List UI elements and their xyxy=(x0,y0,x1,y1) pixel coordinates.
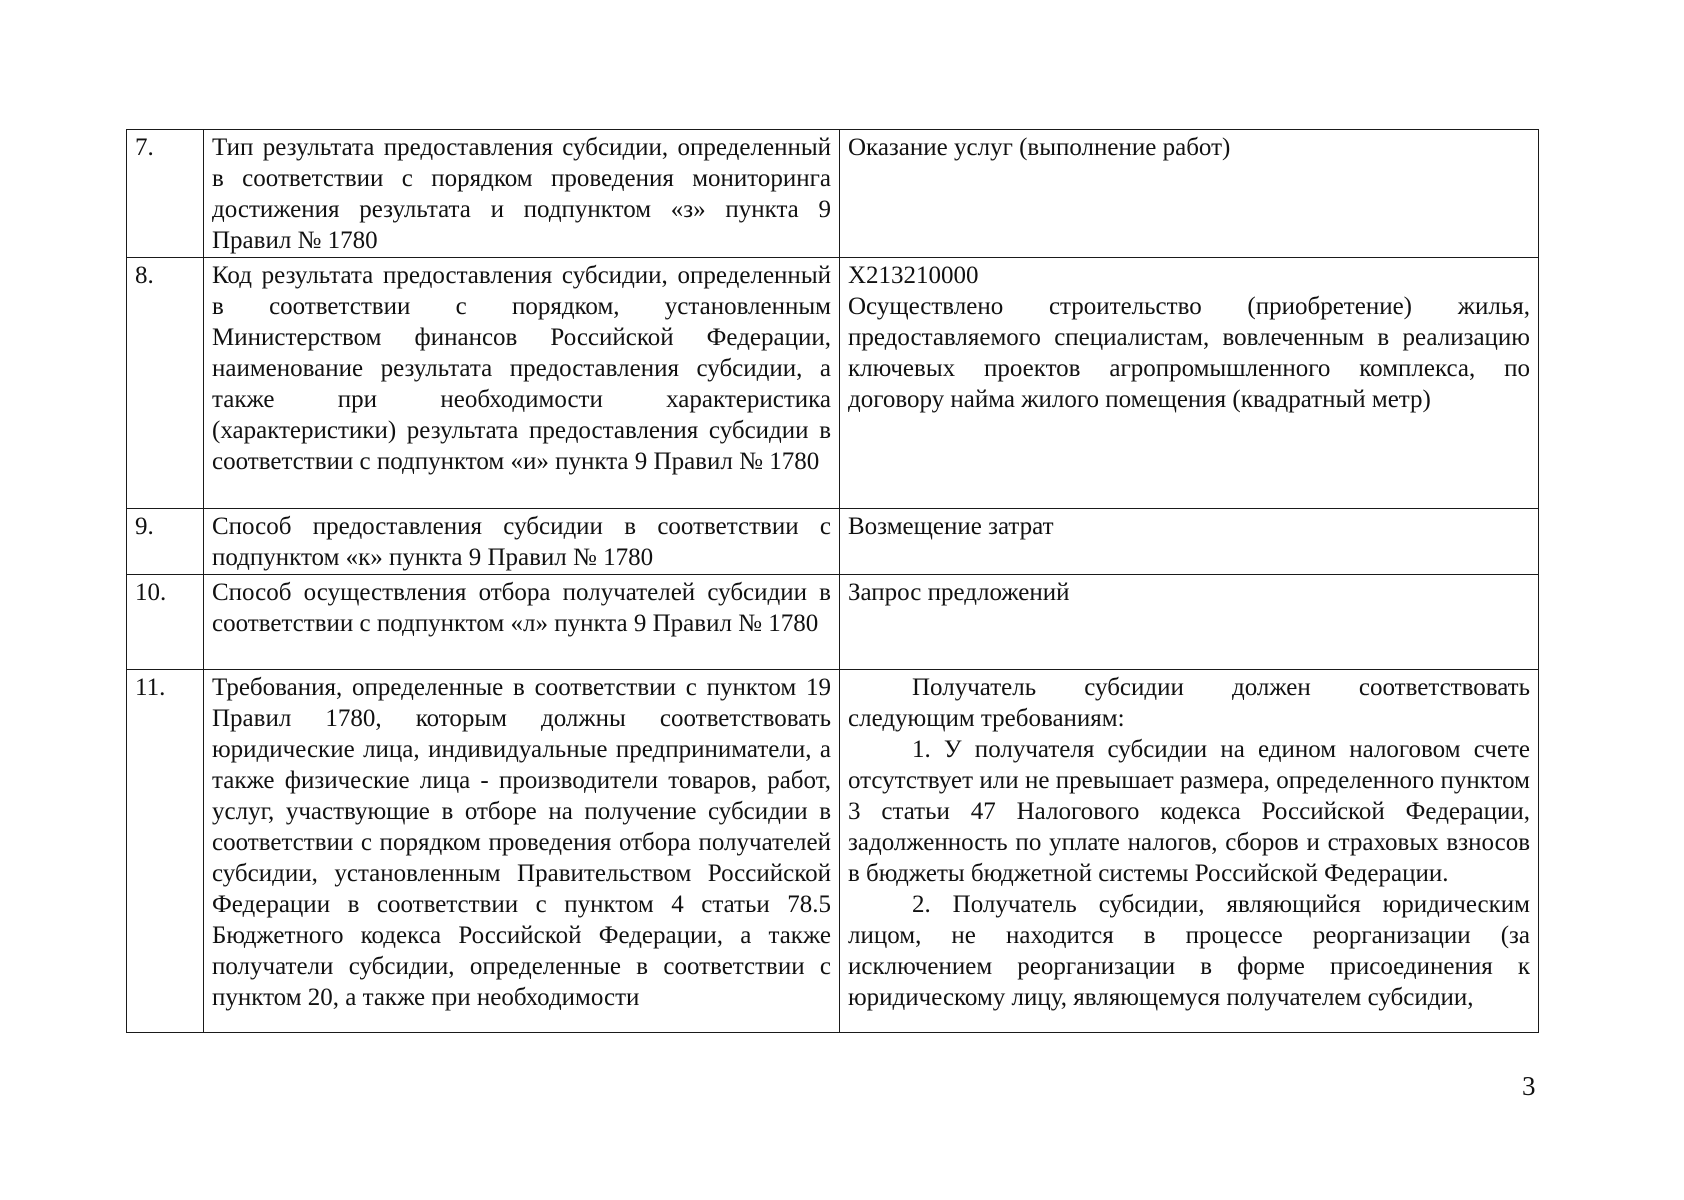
requirement-text-wrapper xyxy=(212,672,831,1013)
table-row xyxy=(127,509,1539,575)
value-cell xyxy=(840,258,1539,509)
subsidy-parameters-table xyxy=(126,129,1539,1033)
value-text: Запрос предложений xyxy=(848,579,1070,606)
value-cell xyxy=(840,509,1539,575)
result-code: Х213210000 xyxy=(848,262,979,289)
value-text-wrapper xyxy=(848,672,1530,1013)
requirement-cell: Способ осуществления отбора получателей субсидии в соответствии с подпунктом «л» пункта 9 Правил № 1780 xyxy=(204,575,840,670)
requirement-item-1: 1. У получателя субсидии на едином налоговом счете отсутствует или не превышает размера, определенного пунктом 3 статьи 47 Налогового кодекса Российской Федерации, задолженность по уплате налогов, сборов и страховых взносов в бюджеты бюджетной системы Российской Федерации. xyxy=(848,736,1530,887)
row-number: 9. xyxy=(127,509,204,575)
requirement-cell: Тип результата предоставления субсидии, определенный в соответствии с порядком проведения мониторинга достижения результата и подпунктом «з» пункта 9 Правил № 1780 xyxy=(204,130,840,258)
requirement-cell: Код результата предоставления субсидии, определенный в соответствии с порядком, установленным Министерством финансов Российской Федерации, наименование результата предоставления субсидии, а также при необходимости характеристика (характеристики) результата предоставления субсидии в соответствии с подпунктом «и» пункта 9 Правил № 1780 xyxy=(204,258,840,509)
row-number: 7. xyxy=(127,130,204,258)
table-row xyxy=(127,258,1539,509)
value-cell xyxy=(840,575,1539,670)
result-name: Осуществлено строительство (приобретение) жилья, предоставляемого специалистам, вовлеченным в реализацию ключевых проектов агропромышленного комплекса, по договору найма жилого помещения (квадратный метр) xyxy=(848,293,1530,413)
row-number: 11. xyxy=(127,670,204,1033)
value-text: Оказание услуг (выполнение работ) xyxy=(848,134,1231,161)
value-cell xyxy=(840,670,1539,1033)
value-cell xyxy=(840,130,1539,258)
value-text: Возмещение затрат xyxy=(848,513,1054,540)
page-number: 3 xyxy=(1522,1071,1536,1101)
table-row xyxy=(127,130,1539,258)
row-number: 8. xyxy=(127,258,204,509)
requirements-intro: Получатель субсидии должен соответствовать следующим требованиям: xyxy=(848,674,1530,732)
requirement-text: Требования, определенные в соответствии с пунктом 19 Правил 1780, которым должны соответствовать юридические лица, индивидуальные предприниматели, а также физические лица - производители товаров, работ, услуг, участвующие в отборе на получение субсидии в соответствии с порядком проведения отбора получателей субсидии, установленным Правительством Российской Федерации в соответствии с пунктом 4 статьи 78.5 Бюджетного кодекса Российской Федерации, а также получатели субсидии, определенные в соответствии с пунктом 20, а также при необходимости xyxy=(212,674,831,1011)
table-row xyxy=(127,575,1539,670)
requirement-cell: Способ предоставления субсидии в соответствии с подпунктом «к» пункта 9 Правил № 1780 xyxy=(204,509,840,575)
row-number: 10. xyxy=(127,575,204,670)
requirement-item-2: 2. Получатель субсидии, являющийся юридическим лицом, не находится в процессе реорганизации (за исключением реорганизации в форме присоединения к юридическому лицу, являющемуся получателем субсидии, xyxy=(848,891,1530,1011)
table-row xyxy=(127,670,1539,1033)
requirement-cell xyxy=(204,670,840,1033)
